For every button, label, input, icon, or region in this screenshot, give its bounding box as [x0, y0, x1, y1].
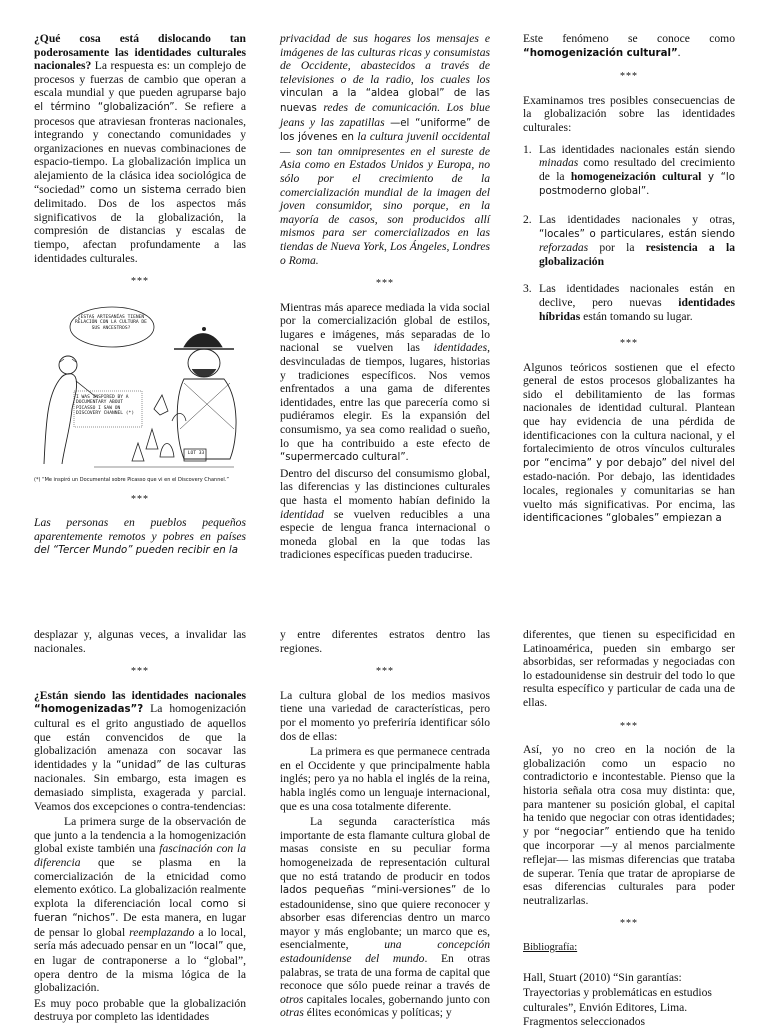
consequences-list — [523, 143, 735, 324]
bibliography-heading: Bibliografía: — [523, 941, 578, 953]
paragraph: y entre diferentes estratos dentro las regiones. — [280, 628, 490, 655]
paragraph: Así, yo no creo en la noción de la globalización como un espacio no contradictorio e incontestable. Pienso que la historia señala otra cosa muy distinta: que, para mantener su posición global, el capital ha tenido que negociar con otras identidades; y por “negociar” entiendo que ha tenido que incorporar —y al menos parcialmente reflejar— las mismas diferencias que trataba de superar. Tenía que tratar de apropiarse de esas diferencias culturales para poder neutralizarlas. — [523, 743, 736, 907]
list-item: 3. Las identidades nacionales están en declive, pero nuevas identidades híbridas están tomando su lugar. — [523, 282, 735, 323]
cartoon-reply-text: I WAS INSPIRED BY A DOCUMENTARY ABOUT PICASSO I SAW ON DISCOVERY CHANNEL (*) — [76, 394, 135, 417]
section-separator: *** — [376, 278, 394, 290]
cartoon-tag: LOT 33 — [187, 450, 205, 456]
paragraph: Dentro del discurso del consumismo global, las diferencias y las distinciones culturales que hasta el momento habían definido la identidad se vuelven reducibles a una especie de lengua franca internacional o moneda global en la que todas las tradiciones específicas pueden traducirse. — [280, 466, 490, 562]
bibliography-entry: Hall, Stuart (2010) “Sin garantías: Trayectorias y problemáticas en estudios culturales”, Envión Editores, Lima. — [523, 971, 712, 1015]
section-separator: *** — [131, 493, 149, 505]
paragraph: Las personas en pueblos pequeños aparentemente remotos y pobres en países del “Tercer Mundo” pueden recibir en la — [34, 516, 246, 557]
list-item: 2. Las identidades nacionales y otras, “locales” o particulares, están siendo reforzadas por la resistencia a la globalización — [523, 212, 735, 268]
paragraph: Algunos teóricos sostienen que el efecto general de estos procesos globalizantes ha sido el debilitamiento de las formas nacionales de identidad cultural. Plantean que hay evidencia de una pérdida de identificaciones con la cultura nacional, y el fortalecimiento de otros vínculos culturales por “encima” y por debajo” del nivel del estado-nación. Por debajo, las identidades locales, regionales y comunitarias se han vuelto más significativas. Por encima, las identificaciones “globales” empiezan a — [523, 360, 735, 525]
paragraph: Examinamos tres posibles consecuencias de la globalización sobre las identidades culturales: — [523, 93, 735, 134]
paragraph: Mientras más aparece mediada la vida social por la comercialización global de estilos, lugares e imágenes, más separadas de lo nacional se vuelven las identidades, desvinculadas de tiempos, lugares, historias y tradiciones específicos. Nos vemos enfrentados a una gama de diferentes identidades, entre las que parecería como si pudiéramos elegir. Es la expansión del consumismo, ya sea como realidad o sueño, lo que ha contribuido a este efecto de “supermercado cultural”. — [280, 300, 490, 464]
paragraph: ¿Están siendo las identidades nacionales “homogenizadas”? La homogenización cultural es el grito angustiado de aquellos que están convencidos de que la globalización amenaza con socavar las identidades y la “unidad” de las culturas nacionales. Sin embargo, esta imagen es demasiado simplista, exagerada y parcial. Veamos dos excepciones o contra-tendencias: — [34, 688, 246, 813]
cartoon-caption: (*) “Me inspiró un Documental sobre Picasso que vi en el Discovery Channel.” — [34, 476, 230, 483]
bottom-column-1 — [34, 628, 246, 1026]
paragraph: La segunda característica más importante de esta flamante cultura global de masas consiste en su peculiar forma homogeneizada de representación cultural que no está tratando de producir en todos lados pequeñas “mini-versiones” de lo estadounidense, sino que quiere reconocer y absorber esas diferencias dentro un marco mayor y más englobante; un marco que es, esencialmente, una concepción estadounidense del mundo. En otras palabras, se trata de una forma de capital que reconoce que sólo puede reinar a través de otros capitales locales, gobernando junto con otras élites económicas y políticas; y — [280, 815, 490, 1020]
paragraph: privacidad de sus hogares los mensajes e imágenes de las culturas ricas y consumistas de Occidente, abastecidos a través de televisiones o de la radio, los cuales los vinculan a la “aldea global” de las nuevas redes de comunicación. Los blue jeans y las zapatillas —el “uniforme” de los jóvenes en la cultura juvenil occidental — son tan omnipresentes en el sureste de Asia como en Estados Unidos y Europa, no sólo por el crecimiento de la comercialización mundial de la imagen del joven consumidor, sino porque, en la mayoría de casos, son producidos allí mismos para ser comercializados en las tiendas de Nueva York, Los Ángeles, Londres o Roma. — [280, 32, 490, 267]
bottom-page — [0, 620, 768, 1029]
paragraph: diferentes, que tienen su especificidad en Latinoamérica, pueden sin embargo ser absorbidas, ser reformadas y negociadas con lo estadounidense sin destruir del todo lo que resulta específico y particular de cada una de ellas. — [523, 628, 735, 709]
paragraph: La primera surge de la observación de que junto a la tendencia a la homogenización global existe también una fascinación con la diferencia que se plasma en la comercialización de la etnicidad como elemento exótico. La globalización realmente explota la diferenciación local como si fueran “nichos”. De esta manera, en lugar de pensar lo global reemplazando a lo local, sería más adecuado pensar en un “local” que, en lugar de contraponerse a lo “global”, opera dentro de la misma lógica de la globalización. — [34, 815, 247, 995]
section-separator: *** — [620, 71, 638, 83]
bottom-column-3 — [523, 628, 735, 1029]
list-item: 1. Las identidades nacionales están siendo minadas como resultado del crecimiento de la homogeneización cultural y “lo postmoderno global”. — [523, 142, 735, 198]
paragraph: La cultura global de los medios masivos tiene una variedad de características, pero por el momento yo preferiría identificar sólo dos de ellas: — [280, 688, 490, 743]
bottom-column-2 — [280, 628, 490, 1022]
section-separator: *** — [131, 276, 149, 288]
paragraph: Este fenómeno se conoce como “homogenización cultural”. — [523, 32, 735, 59]
section-separator: *** — [620, 720, 638, 732]
cartoon-illustration — [34, 299, 246, 475]
section-separator: *** — [620, 918, 638, 930]
section-separator: *** — [620, 338, 638, 350]
paragraph: desplazar y, algunas veces, a invalidar las nacionales. — [34, 628, 246, 655]
cartoon-speech-bubble: ¿ESTAS ARTESANÍAS TIENEN RELACIÓN CON LA CULTURA DE SUS ANCESTROS? — [75, 314, 147, 331]
paragraph: Es muy poco probable que la globalización destruya por completo las identidades — [34, 996, 246, 1024]
section-separator: *** — [376, 666, 394, 678]
section-separator: *** — [131, 666, 149, 678]
top-column-3 — [523, 32, 735, 528]
top-column-2 — [280, 32, 490, 564]
bibliography-note: Fragmentos seleccionados — [523, 1015, 646, 1029]
paragraph: ¿Qué cosa está dislocando tan poderosamente las identidades culturales nacionales? La respuesta es: un complejo de procesos y fuerzas de cambio que operan a escala mundial y que pueden agruparse bajo el término “globalización”. Se refiere a procesos que atraviesan fronteras nacionales, integrando y conectando comunidades y organizaciones en nuevas combinaciones de espacio-tiempo. La globalización implica un alejamiento de la clásica idea sociológica de “sociedad” como un sistema cerrado bien delimitado. Dos de los aspectos más significativos de la globalización, la compresión de distancias y escalas de tiempo, afectan profundamente a las identidades culturales. — [34, 32, 246, 265]
top-column-1 — [34, 32, 246, 560]
paragraph: La primera es que permanece centrada en el Occidente y que principalmente habla inglés; pero ya no habla el inglés de la reina, habla inglés como un lenguaje internacional, que es una cosa totalmente diferente. — [280, 745, 490, 813]
